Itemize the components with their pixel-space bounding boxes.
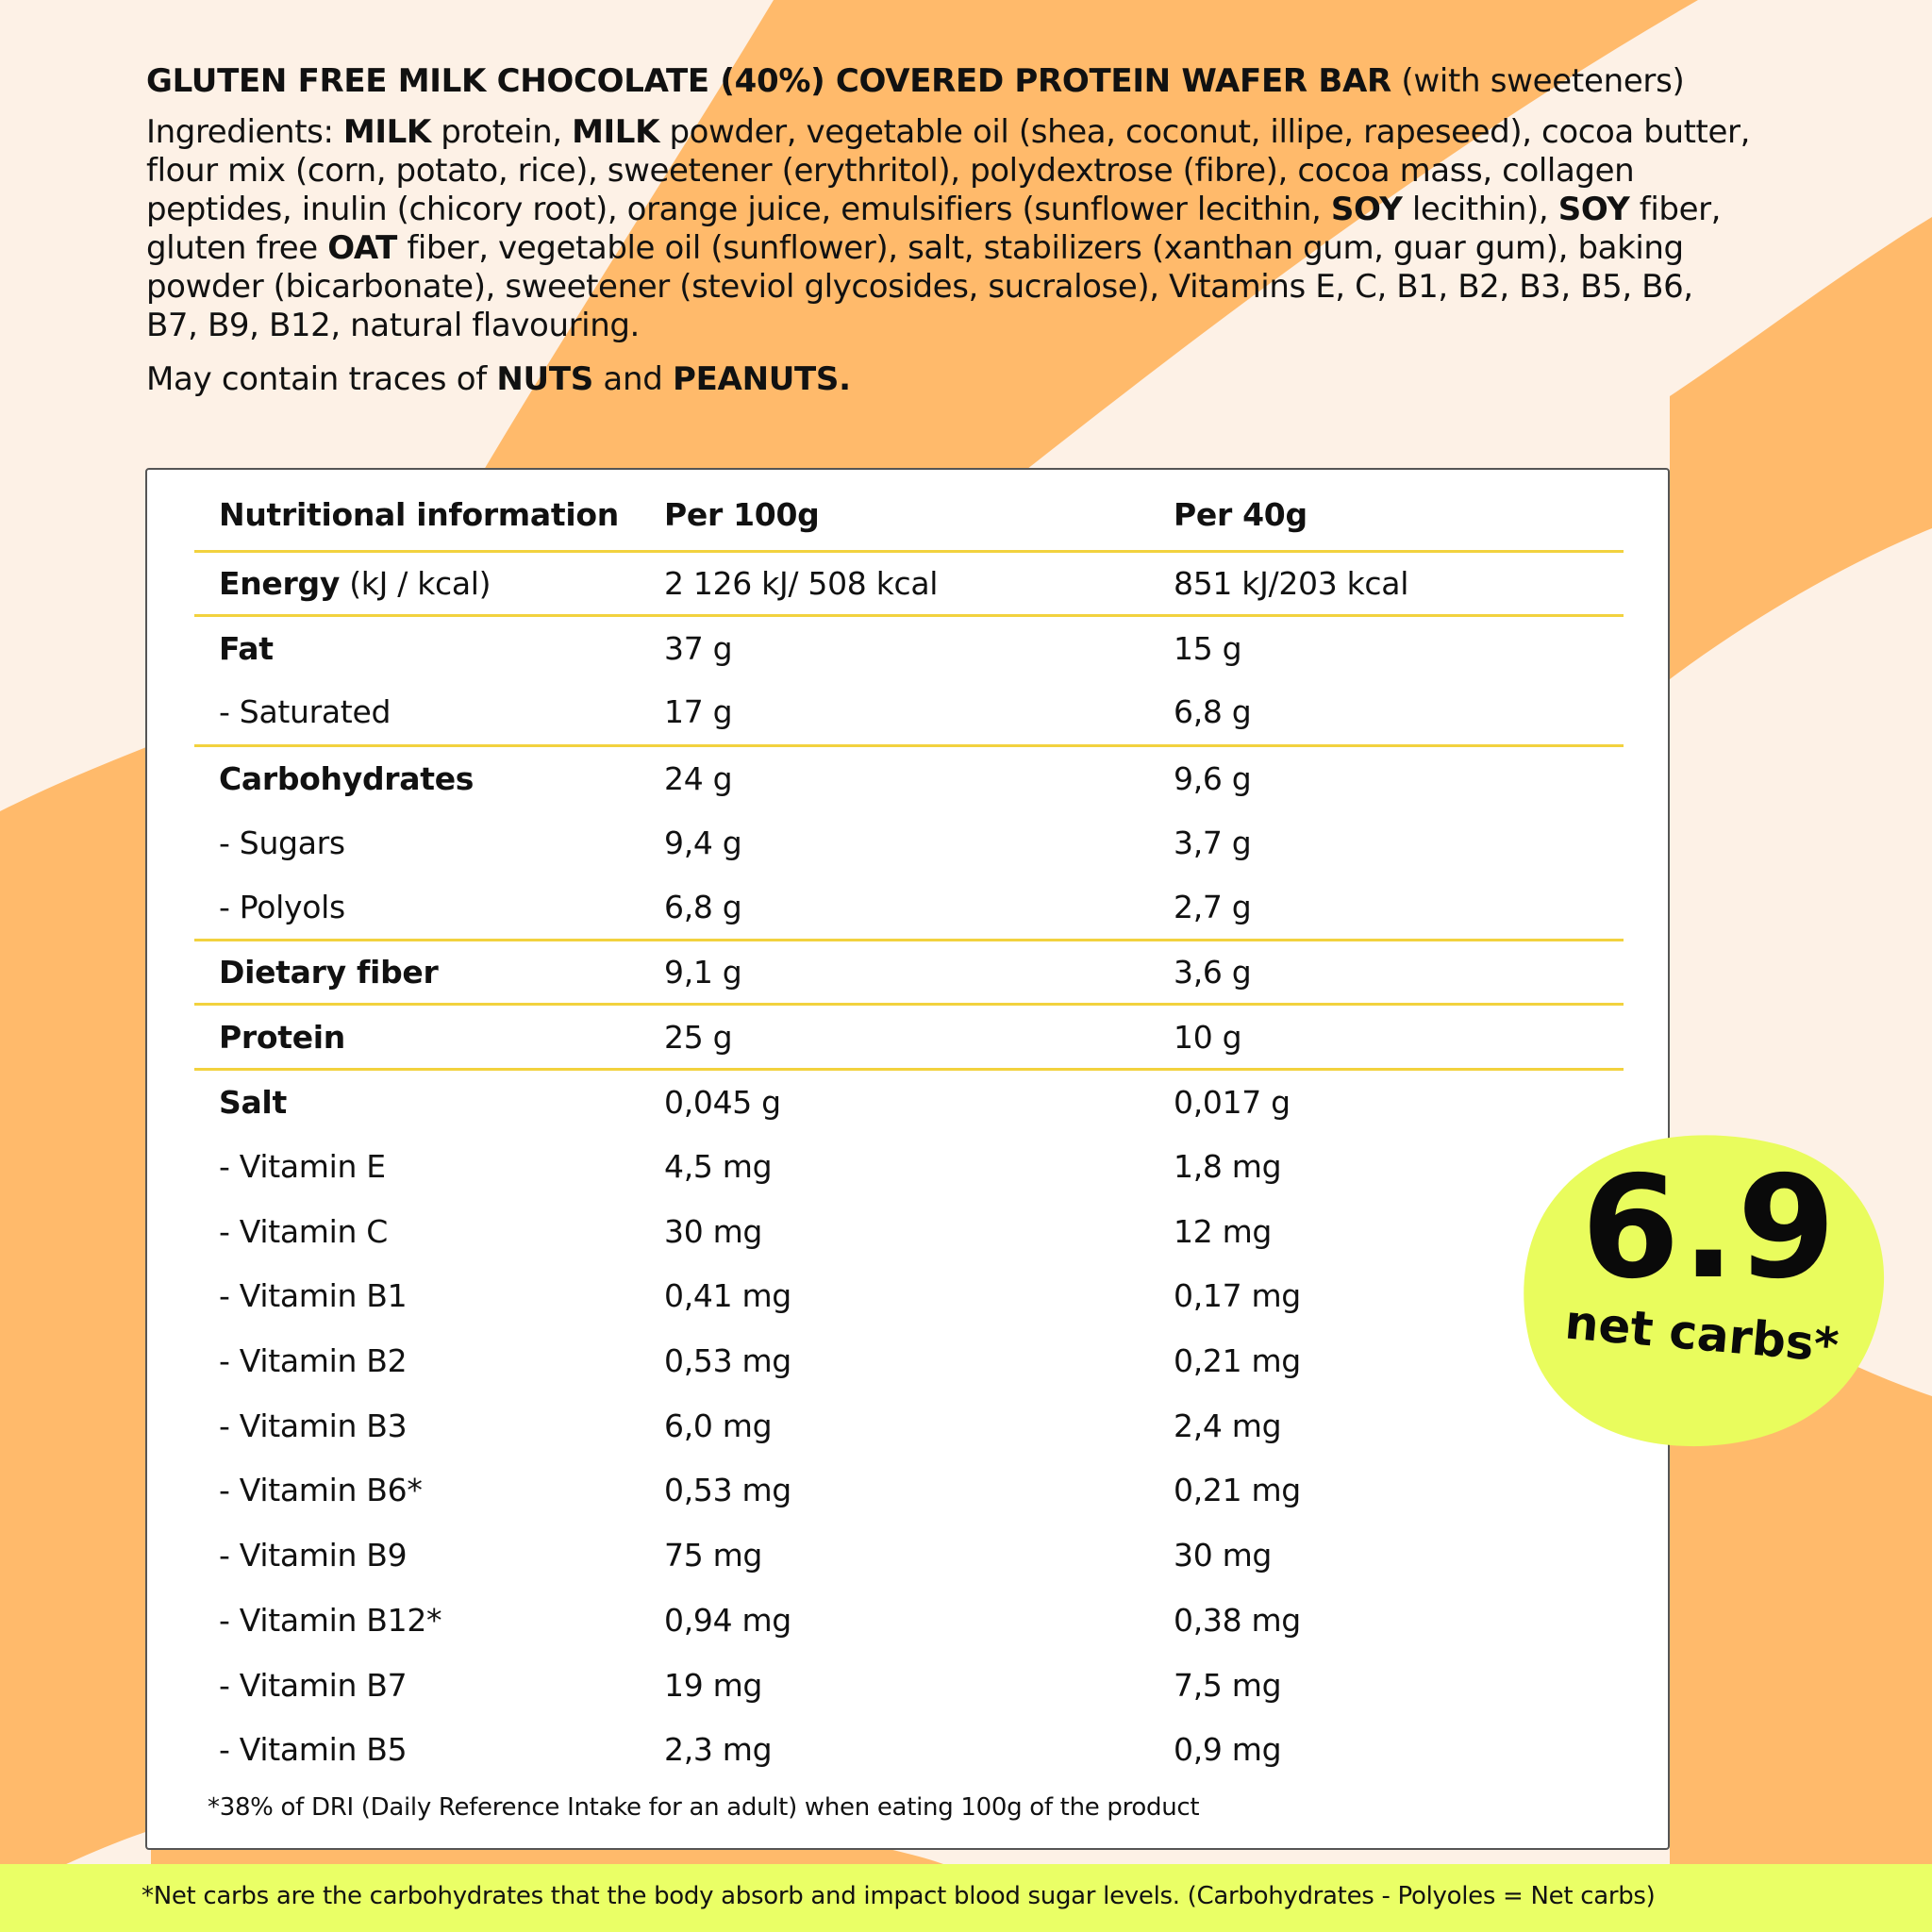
table-row bbox=[194, 1005, 1624, 1070]
value-per-40g: 0,9 mg bbox=[1174, 1731, 1282, 1769]
value-per-40g: 1,8 mg bbox=[1174, 1148, 1282, 1186]
value-per-40g: 9,6 g bbox=[1174, 759, 1252, 797]
table-row bbox=[194, 1199, 1624, 1264]
nutrient-label: Carbohydrates bbox=[219, 759, 475, 797]
nutrient-label: - Polyols bbox=[194, 874, 640, 940]
ingredients-text: fiber, gluten free bbox=[146, 191, 1722, 267]
value-per-100g: 0,045 g bbox=[664, 1084, 781, 1122]
allergen-soy: SOY bbox=[1330, 191, 1403, 228]
value-per-40g: 10 g bbox=[1149, 1005, 1624, 1070]
value-per-100g: 9,4 g bbox=[664, 824, 742, 861]
nutrient-label: - Vitamin B6* bbox=[219, 1472, 423, 1509]
table-row bbox=[194, 874, 1624, 940]
value-per-40g: 7,5 mg bbox=[1174, 1666, 1282, 1704]
column-header-nutrient: Nutritional information bbox=[194, 479, 640, 551]
value-per-40g: 3,7 g bbox=[1174, 824, 1252, 861]
nutrient-label: - Vitamin B5 bbox=[219, 1731, 408, 1769]
value-per-40g: 0,17 mg bbox=[1174, 1277, 1301, 1315]
table-row bbox=[194, 940, 1624, 1005]
nutrient-label: - Vitamin B12* bbox=[219, 1601, 442, 1639]
net-carbs-note-bar bbox=[0, 1864, 1932, 1932]
allergen-traces bbox=[146, 357, 1750, 402]
wave-band-left-bottom bbox=[0, 745, 151, 1896]
value-per-100g: 2,3 mg bbox=[664, 1731, 773, 1769]
net-carbs-badge bbox=[1521, 1127, 1887, 1448]
value-per-100g: 6,8 g bbox=[640, 874, 1149, 940]
column-header-per-40g: Per 40g bbox=[1149, 479, 1624, 551]
nutrition-panel bbox=[145, 468, 1670, 1850]
allergen-oat: OAT bbox=[327, 229, 397, 267]
column-header-per-100g: Per 100g bbox=[640, 479, 1149, 551]
traces-text: May contain traces of bbox=[146, 360, 497, 398]
table-row bbox=[194, 1070, 1624, 1135]
table-row bbox=[194, 810, 1624, 875]
energy-label: Energy bbox=[219, 564, 341, 602]
nutrient-label: - Vitamin B1 bbox=[219, 1277, 408, 1315]
value-per-100g: 6,0 mg bbox=[664, 1407, 773, 1444]
product-title-suffix: (with sweeteners) bbox=[1391, 62, 1685, 100]
ingredients-list bbox=[146, 113, 1750, 345]
value-per-100g: 0,53 mg bbox=[664, 1342, 791, 1380]
table-row bbox=[194, 1328, 1624, 1393]
nutrient-label bbox=[194, 551, 640, 616]
allergen-nuts: NUTS bbox=[496, 360, 593, 398]
nutrient-label: - Sugars bbox=[219, 824, 345, 861]
ingredients-text: powder, vegetable oil (shea, coconut, illipe, rapeseed), cocoa butter, flour mix (corn, potato, rice), sweetener (erythritol), polydextrose (fibre), cocoa mass, collagen peptides, inulin (chicory root), orange juice, emulsifiers (sunflower lecithin, bbox=[146, 113, 1750, 228]
ingredients-text: Ingredients: bbox=[146, 113, 343, 151]
value-per-100g: 24 g bbox=[664, 759, 733, 797]
product-info bbox=[146, 58, 1750, 402]
table-row bbox=[194, 1653, 1624, 1718]
allergen-soy: SOY bbox=[1557, 191, 1630, 228]
product-title-bold: GLUTEN FREE MILK CHOCOLATE (40%) COVERED PROTEIN WAFER BAR bbox=[146, 62, 1391, 100]
nutrient-label: Salt bbox=[219, 1084, 287, 1122]
table-row bbox=[194, 1264, 1624, 1329]
nutrient-label: - Saturated bbox=[194, 680, 640, 745]
table-row bbox=[194, 1134, 1624, 1199]
table-row bbox=[194, 680, 1624, 745]
net-carbs-value: 6.9 bbox=[1581, 1146, 1838, 1310]
net-carbs-label: net carbs* bbox=[1562, 1294, 1841, 1374]
nutrient-label: - Vitamin B9 bbox=[219, 1537, 408, 1574]
table-row bbox=[194, 1393, 1624, 1458]
product-title bbox=[146, 58, 1750, 104]
table-row bbox=[194, 1588, 1624, 1653]
value-per-40g: 6,8 g bbox=[1149, 680, 1624, 745]
nutrition-table bbox=[194, 479, 1624, 1782]
allergen-milk: MILK bbox=[572, 113, 660, 151]
table-header-row bbox=[194, 479, 1624, 551]
value-per-100g: 4,5 mg bbox=[664, 1148, 773, 1186]
value-per-40g: 2,7 g bbox=[1149, 874, 1624, 940]
table-row-energy bbox=[194, 551, 1624, 616]
ingredients-text: lecithin), bbox=[1402, 191, 1558, 228]
value-per-40g: 0,21 mg bbox=[1174, 1472, 1301, 1509]
allergen-peanuts: PEANUTS. bbox=[673, 360, 851, 398]
value-per-40g: 30 mg bbox=[1174, 1537, 1273, 1574]
ingredients-text: protein, bbox=[430, 113, 573, 151]
table-row bbox=[194, 616, 1624, 681]
value-per-40g: 0,38 mg bbox=[1174, 1601, 1301, 1639]
table-row bbox=[194, 745, 1624, 810]
value-per-100g: 0,53 mg bbox=[664, 1472, 791, 1509]
ingredients-text: fiber, vegetable oil (sunflower), salt, stabilizers (xanthan gum, guar gum), baking powder (bicarbonate), sweetener (steviol glycosides, sucralose), Vitamins E, C, B1, B2, B3, B5, B6, B7, B9, B12, natural flavouring. bbox=[146, 229, 1693, 344]
nutrient-label: - Vitamin C bbox=[219, 1212, 389, 1250]
nutrient-label: - Vitamin B3 bbox=[219, 1407, 408, 1444]
net-carbs-note: *Net carbs are the carbohydrates that the body absorb and impact blood sugar levels. (Carbohydrates - Polyoles = Net carbs) bbox=[142, 1882, 1656, 1910]
traces-text: and bbox=[592, 360, 674, 398]
nutrient-label: - Vitamin B7 bbox=[219, 1666, 408, 1704]
value-per-40g: 15 g bbox=[1174, 630, 1242, 668]
value-per-100g: 0,94 mg bbox=[664, 1601, 791, 1639]
nutrient-label: - Vitamin B2 bbox=[219, 1342, 408, 1380]
allergen-milk: MILK bbox=[342, 113, 431, 151]
value-per-40g: 12 mg bbox=[1174, 1212, 1273, 1250]
nutrient-label: - Vitamin E bbox=[219, 1148, 386, 1186]
value-per-100g: 17 g bbox=[640, 680, 1149, 745]
energy-unit: (kJ / kcal) bbox=[340, 564, 491, 602]
table-row bbox=[194, 1717, 1624, 1782]
value-per-40g: 3,6 g bbox=[1149, 940, 1624, 1005]
value-per-100g: 75 mg bbox=[664, 1537, 763, 1574]
nutrient-label: Dietary fiber bbox=[194, 940, 640, 1005]
value-per-100g: 25 g bbox=[640, 1005, 1149, 1070]
table-row bbox=[194, 1458, 1624, 1524]
table-row bbox=[194, 1523, 1624, 1588]
nutrient-label: Protein bbox=[194, 1005, 640, 1070]
value-per-40g: 2,4 mg bbox=[1174, 1407, 1282, 1444]
nutrient-label: Fat bbox=[219, 630, 274, 668]
value-per-100g: 9,1 g bbox=[640, 940, 1149, 1005]
value-per-40g: 0,017 g bbox=[1174, 1084, 1291, 1122]
value-per-100g: 37 g bbox=[664, 630, 733, 668]
value-per-100g: 0,41 mg bbox=[664, 1277, 791, 1315]
value-per-40g: 851 kJ/203 kcal bbox=[1149, 551, 1624, 616]
value-per-40g: 0,21 mg bbox=[1174, 1342, 1301, 1380]
value-per-100g: 30 mg bbox=[664, 1212, 763, 1250]
value-per-100g: 19 mg bbox=[664, 1666, 763, 1704]
dri-footnote: *38% of DRI (Daily Reference Intake for an adult) when eating 100g of the product bbox=[208, 1793, 1200, 1822]
value-per-100g: 2 126 kJ/ 508 kcal bbox=[640, 551, 1149, 616]
